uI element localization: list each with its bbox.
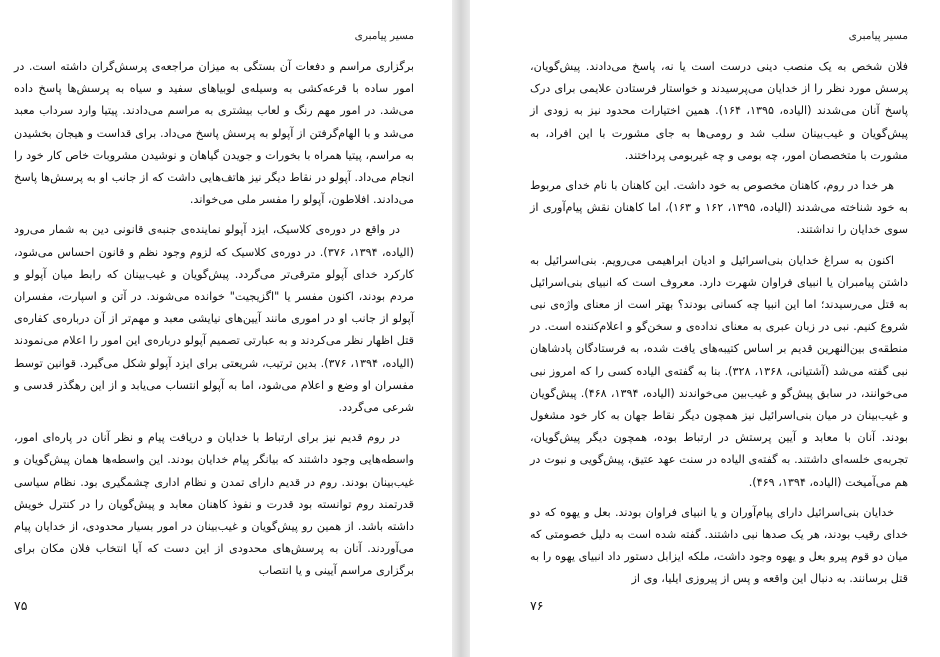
- page-number: ۷۶: [530, 598, 544, 613]
- paragraph: اکنون به سراغ خدایان بنی‌اسرائیل و ادیان ابراهیمی می‌رویم. بنی‌اسرائیل به داشتن پیامبران یا انبیای فراوان شهرت دارد. معروف است که انبیای بنی‌اسرائیل به قتل می‌رسیدند؛ اما این انبیا چه کسانی بودند؟ بهتر است از معنای واژه‌ی نبی شروع کنیم. نبی در زبان عبری به معنای نداده‌ی و سخن‌گو و اعلام‌کننده است. در منطقه‌ی بین‌النهرین قدیم بر اساس کتیبه‌های یافت شده، به فرستادگان پادشاهان نبی گفته می‌شد (آشتیانی، ۱۳۶۸، ۳۲۸). بنا به گفته‌ی الیاده کسی را که امروز نبی می‌خوانند، در سابق پیش‌گو و غیب‌بین می‌خواندند (الیاده، ۱۳۹۴، ۴۶۸). پیش‌گویان و غیب‌بینان در میان بنی‌اسرائیل نیز همچون دیگر نقاط جهان به کار خود مشغول بودند. آنان با معابد و آیین پرستش در ارتباط بوده، همچون دیگر پیش‌گویان، تجربه‌ی خلسه‌ای داشتند. به گفته‌ی الیاده در سنت عهد عتیق، پیش‌گویی و نبوت در هم می‌آمیخت (الیاده، ۱۳۹۴، ۴۶۹).: [530, 253, 908, 489]
- left-page: [0, 0, 452, 657]
- page-body: [14, 56, 414, 583]
- paragraph: هر خدا در روم، کاهنان مخصوص به خود داشت. این کاهنان با نام خدای مربوط به خود شناخته می‌شدند (الیاده، ۱۳۹۵، ۱۶۲ و ۱۶۳)، اما کاهنان نقش پیام‌آوری از سوی خدایان را نداشتند.: [530, 179, 908, 237]
- paragraph: در روم قدیم نیز برای ارتباط با خدایان و دریافت پیام و نظر آنان در پاره‌ای امور، واسطه‌هایی وجود داشتند که بیانگر پیام خدایان بودند. این واسطه‌ها همان پیش‌گویان و غیب‌بینان بودند. روم در قدیم دارای تمدن و نظام اداری چشمگیری بود. نظام سیاسی قدرتمند روم توانسته بود قدرت و نفوذ کاهنان معابد و پیش‌گویان را در کنترل خویش داشته باشد. از همین رو پیش‌گویان و غیب‌بینان در امور بسیار محدودی، از خدایان پیام می‌آوردند. آنان به پرسش‌های محدودی از این دست که آیا انتخاب فلان مکان برای برگزاری مراسم آیینی و یا انتصاب: [14, 431, 414, 578]
- paragraph: برگزاری مراسم و دفعات آن بستگی به میزان مراجعه‌ی پرسش‌گران داشته است. در امور ساده با قرعه‌کشی به وسیله‌ی لوبیاهای سفید و سیاه به پرسش‌ها پاسخ داده می‌شد. در امور مهم رنگ و لعاب بیشتری به مراسم می‌دادند. پیتیا وارد سرداب معبد می‌شد و با الهام‌گرفتن از آپولو به پرسش پاسخ می‌داد. برای قداست و هیجان بخشیدن به مراسم، پیتیا همراه با بخورات و جویدن گیاهان و نوشیدن مشروبات خاص کار خود را انجام می‌داد. آپولو در نقاط دیگر نیز هاتف‌هایی داشت که از جانب او به پرسش‌ها پاسخ می‌دادند. افلاطون، آپولو را مفسر ملی می‌خواند.: [14, 60, 414, 207]
- paragraph: خدایان بنی‌اسرائیل دارای پیام‌آوران و یا انبیای فراوان بودند. بعل و یهوه که دو خدای رقیب بودند، هر یک صدها نبی داشتند. گفته شده است به دلیل خصومتی که میان دو قوم پیرو بعل و یهوه وجود داشت، ملکه ایزابل دستور داد انبیای یهوه را به قتل برسانند. به دنبال این واقعه و پس از پیروزی ایلیا، وی از: [530, 505, 908, 586]
- paragraph: فلان شخص به یک منصب دینی درست است یا نه، پاسخ می‌دادند. پیش‌گویان، پرسش مورد نظر را از خدایان می‌پرسیدند و خواستار فرستادن علایمی برای درک پاسخ آنان می‌شدند (الیاده، ۱۳۹۵، ۱۶۴). همین اختیارات محدود نیز به زودی از پیش‌گویان و غیب‌بینان سلب شد و رومی‌ها به جای مشورت با این افراد، به مشورت با متخصصان امور، چه بومی و چه غیربومی پرداختند.: [530, 60, 908, 162]
- paragraph: در واقع در دوره‌ی کلاسیک، ایزد آپولو نماینده‌ی جنبه‌ی قانونی دین به شمار می‌رود (الیاده، ۱۳۹۴، ۳۷۶). در دوره‌ی کلاسیک که لزوم وجود نظم و قانون احساس می‌شود، کارکرد خدای آپولو مترقی‌تر می‌گردد. پیش‌گویان و غیب‌بینان که رابط میان آپولو و مردم بودند، اکنون مفسر یا "اگزیجیت" خوانده می‌شوند. در آتن و اسپارت، مفسران آپولو از جانب او در اموری مانند آیین‌های نیایشی معبد و مهم‌تر از آن درباره‌ی کفاره‌ی قتل اظهار نظر می‌کردند و به عبارتی تصمیم آپولو درباره‌ی این امور را اعلام می‌نمودند (الیاده، ۱۳۹۴، ۳۷۶). بدین ترتیب، شریعتی برای ایزد آپولو شکل می‌گیرد. قوانین توسط مفسران او وضع و اعلام می‌شود، اما به آپولو انتساب می‌یابد و از این رهگذر قدسی و شرعی می‌گردد.: [14, 223, 415, 415]
- page-body: [530, 56, 908, 591]
- running-header: مسیر پیامبری: [354, 30, 414, 42]
- right-page: [470, 0, 940, 657]
- book-gutter: [452, 0, 470, 657]
- running-header: مسیر پیامبری: [848, 30, 908, 42]
- page-number: ۷۵: [14, 598, 28, 613]
